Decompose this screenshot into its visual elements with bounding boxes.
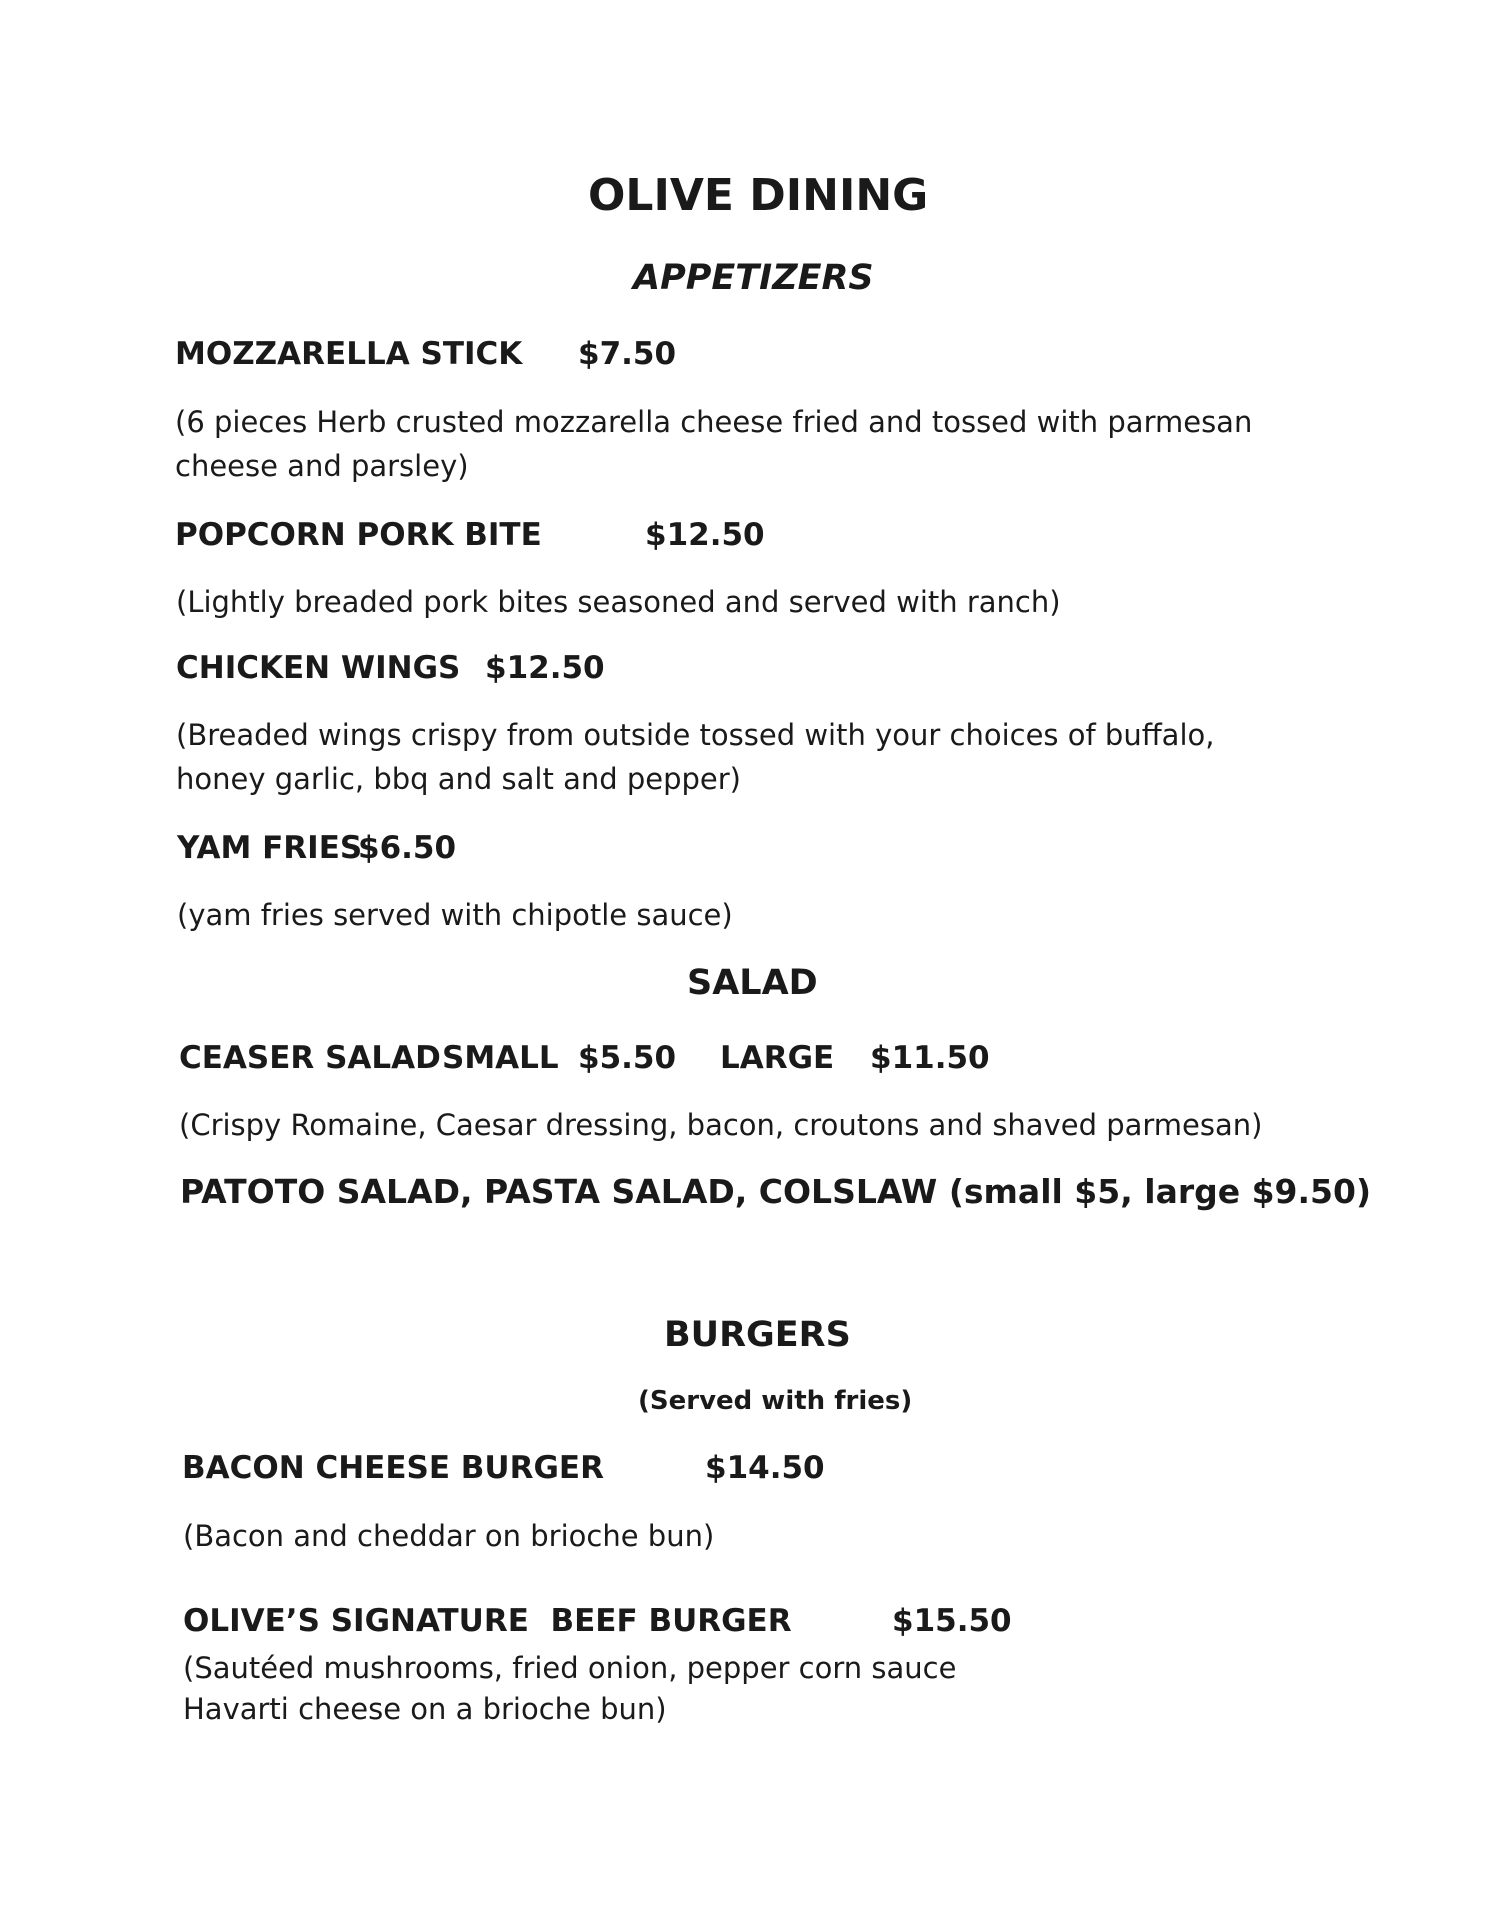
caesar-large-price: $11.50 [870, 1040, 990, 1076]
bacon-burger-desc: (Bacon and cheddar on brioche bun) [183, 1519, 715, 1553]
wings-price: $12.50 [485, 650, 605, 686]
caesar-small-price: $5.50 [578, 1040, 677, 1076]
appetizers-heading: APPETIZERS [633, 258, 874, 298]
mozzarella-price: $7.50 [578, 336, 677, 372]
yam-price: $6.50 [358, 830, 457, 866]
signature-burger-desc-line1: (Sautéed mushrooms, fried onion, pepper corn sauce [183, 1651, 957, 1685]
signature-burger-name: OLIVE’S SIGNATURE BEEF BURGER [183, 1603, 792, 1639]
signature-burger-desc-line2: Havarti cheese on a brioche bun) [183, 1692, 667, 1726]
wings-name: CHICKEN WINGS [176, 650, 461, 686]
burgers-note: (Served with fries) [638, 1386, 913, 1416]
menu-title: OLIVE DINING [588, 170, 929, 221]
burgers-heading: BURGERS [664, 1315, 851, 1355]
popcorn-desc: (Lightly breaded pork bites seasoned and served with ranch) [176, 585, 1061, 619]
bacon-burger-price: $14.50 [705, 1450, 825, 1486]
wings-desc: (Breaded wings crispy from outside tossed with your choices of buffalo, honey garlic, bbq and salt and pepper) [176, 718, 1215, 796]
caesar-large-label: LARGE [720, 1040, 835, 1076]
popcorn-price: $12.50 [645, 517, 765, 553]
yam-name: YAM FRIES [177, 830, 363, 866]
yam-desc: (yam fries served with chipotle sauce) [177, 898, 733, 932]
salad-sides-line: PATOTO SALAD, PASTA SALAD, COLSLAW (small $5, large $9.50) [180, 1172, 1372, 1211]
salad-heading: SALAD [687, 963, 818, 1003]
popcorn-name: POPCORN PORK BITE [175, 517, 542, 553]
mozzarella-desc: (6 pieces Herb crusted mozzarella cheese fried and tossed with parmesan cheese and parsley) [175, 405, 1253, 483]
bacon-burger-name: BACON CHEESE BURGER [182, 1450, 604, 1486]
caesar-desc: (Crispy Romaine, Caesar dressing, bacon, croutons and shaved parmesan) [179, 1108, 1263, 1142]
caesar-name: CEASER SALAD [179, 1040, 441, 1076]
caesar-small-label: SMALL [442, 1040, 559, 1076]
mozzarella-name: MOZZARELLA STICK [175, 336, 523, 372]
signature-burger-price: $15.50 [892, 1603, 1012, 1639]
